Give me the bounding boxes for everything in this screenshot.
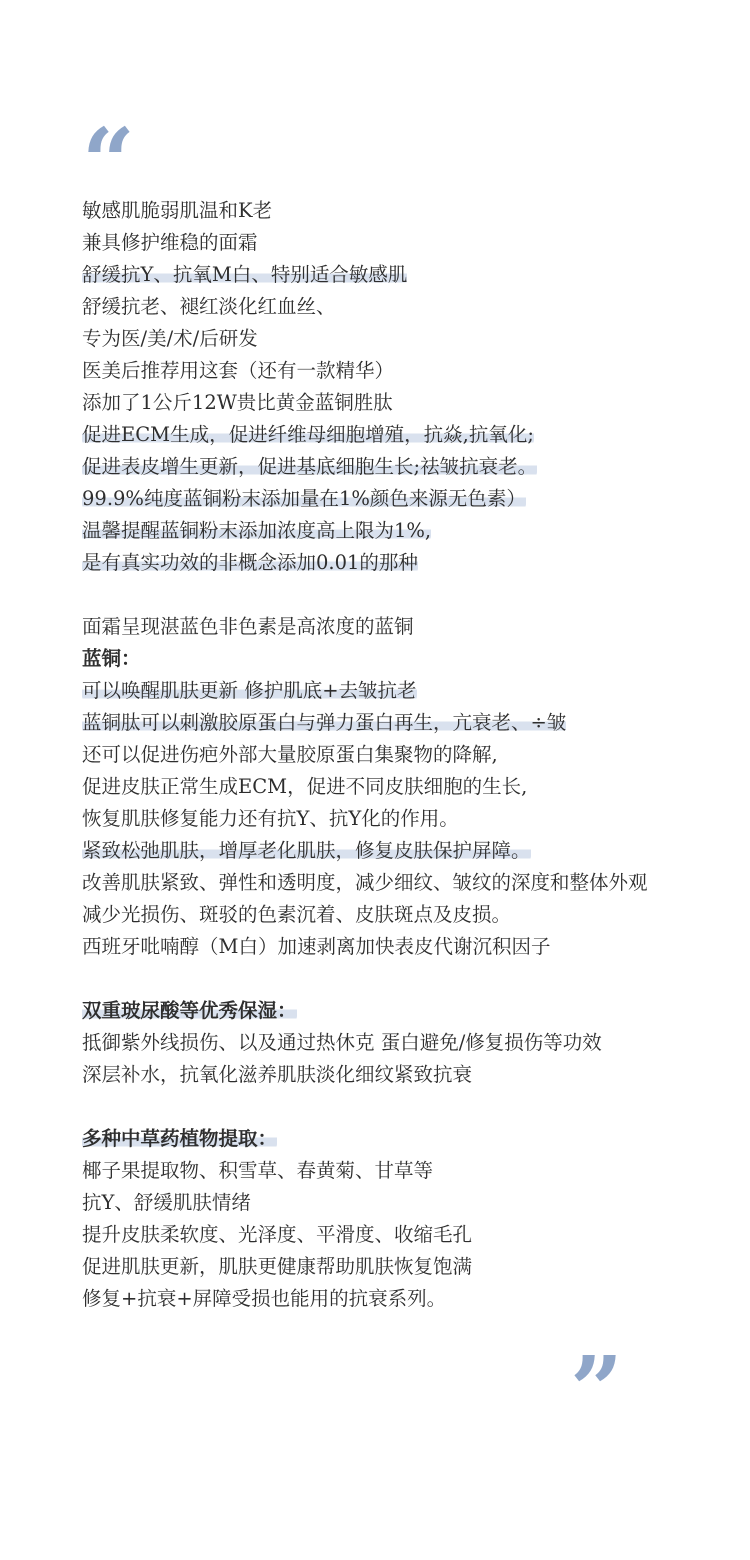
spacer: [82, 963, 742, 995]
close-quote-icon: ”: [570, 1336, 623, 1444]
text-line: 抵御紫外线损伤、以及通过热休克 蛋白避免/修复损伤等功效: [82, 1031, 602, 1054]
section-heading: 多种中草药植物提取：: [82, 1127, 278, 1150]
highlighted-text-line: 促进表皮增生更新，促进基底细胞生长;祛皱抗衰老。: [82, 455, 538, 478]
highlighted-text-line: 温馨提醒蓝铜粉末添加浓度高上限为1%,: [82, 519, 432, 542]
highlighted-text-line: 可以唤醒肌肤更新 修护肌底+去皱抗老: [82, 679, 417, 702]
text-line: 修复+抗衰+屏障受损也能用的抗衰系列。: [82, 1287, 447, 1310]
text-line: 促进皮肤正常生成ECM，促进不同皮肤细胞的生长,: [82, 775, 528, 798]
text-line: 面霜呈现湛蓝色非色素是高浓度的蓝铜: [82, 615, 414, 638]
text-line: 敏感肌脆弱肌温和K老: [82, 199, 273, 222]
highlighted-text-line: 舒缓抗Y、抗氧M白、特别适合敏感肌: [82, 263, 408, 286]
text-line: 抗Y、舒缓肌肤情绪: [82, 1191, 251, 1214]
text-line: 椰子果提取物、积雪草、春黄菊、甘草等: [82, 1159, 434, 1182]
text-line: 减少光损伤、斑驳的色素沉着、皮肤斑点及皮损。: [82, 903, 512, 926]
section-heading: 蓝铜：: [82, 647, 141, 670]
spacer: [82, 579, 742, 611]
article-body: [82, 195, 742, 1315]
text-line: 兼具修护维稳的面霜: [82, 231, 258, 254]
section-intro: [82, 195, 742, 579]
section-hyaluronic: [82, 995, 742, 1091]
highlighted-text-line: 蓝铜肽可以刺激胶原蛋白与弹力蛋白再生，亢衰老、÷皱: [82, 711, 567, 734]
highlighted-text-line: 是有真实功效的非概念添加0.01的那种: [82, 551, 418, 574]
text-line: 舒缓抗老、褪红淡化红血丝、: [82, 295, 336, 318]
highlighted-text-line: 紧致松弛肌肤，增厚老化肌肤，修复皮肤保护屏障。: [82, 839, 531, 862]
highlighted-text-line: 促进ECM生成，促进纤维母细胞增殖，抗焱,抗氧化;: [82, 423, 534, 446]
text-line: 恢复肌肤修复能力还有抗Y、抗Y化的作用。: [82, 807, 459, 830]
text-line: 西班牙吡喃醇（M白）加速剥离加快表皮代谢沉积因子: [82, 935, 551, 958]
text-line: 改善肌肤紧致、弹性和透明度，减少细纹、皱纹的深度和整体外观: [82, 871, 648, 894]
text-line: 提升皮肤柔软度、光泽度、平滑度、收缩毛孔: [82, 1223, 473, 1246]
text-line: 还可以促进伤疤外部大量胶原蛋白集聚物的降解,: [82, 743, 498, 766]
spacer: [82, 1091, 742, 1123]
text-line: 深层补水，抗氧化滋养肌肤淡化细纹紧致抗衰: [82, 1063, 473, 1086]
section-herbal: [82, 1123, 742, 1315]
text-line: 医美后推荐用这套（还有一款精华）: [82, 359, 395, 382]
text-line: 专为医/美/术/后研发: [82, 327, 258, 350]
highlighted-text-line: 99.9%纯度蓝铜粉末添加量在1%颜色来源无色素）: [82, 487, 526, 510]
text-line: 促进肌肤更新，肌肤更健康帮助肌肤恢复饱满: [82, 1255, 473, 1278]
open-quote-icon: “: [82, 108, 135, 216]
section-heading: 双重玻尿酸等优秀保湿：: [82, 999, 297, 1022]
text-line: 添加了1公斤12W贵比黄金蓝铜胜肽: [82, 391, 393, 414]
section-copper-peptide: [82, 611, 742, 963]
